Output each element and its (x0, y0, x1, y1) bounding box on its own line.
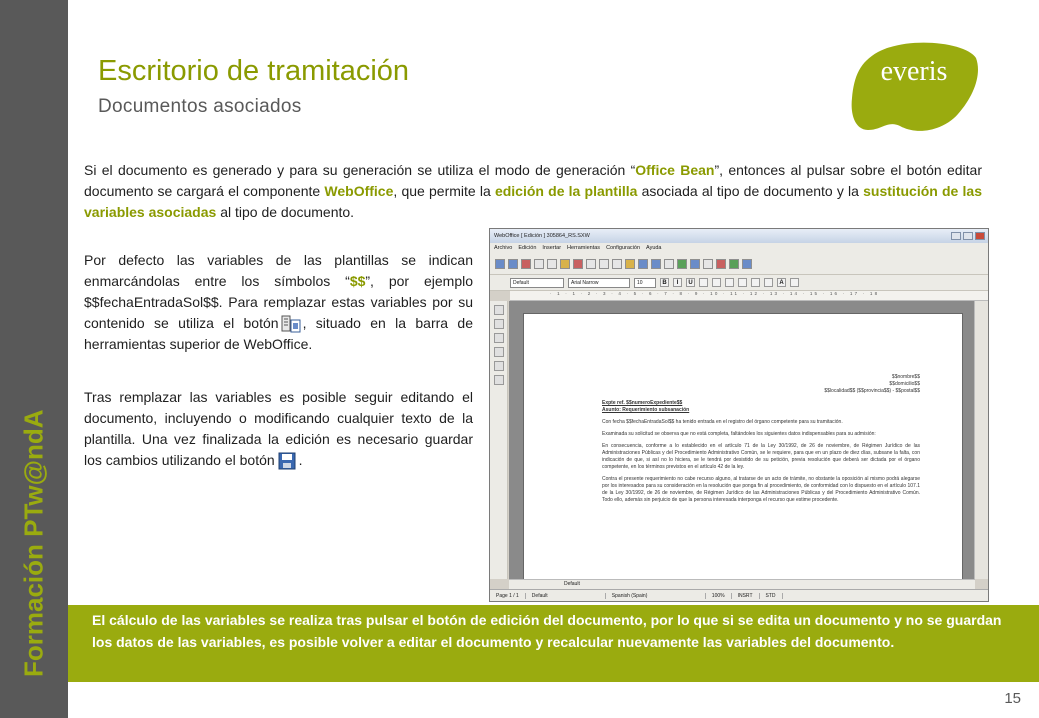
side-tool-icon (494, 375, 504, 385)
sidebar (0, 0, 68, 718)
weboffice-menubar (490, 243, 988, 253)
navigator-icon (677, 259, 687, 269)
menu-edicion: Edición (518, 245, 537, 251)
status-language: Spanish (Spain) (606, 593, 706, 599)
weboffice-format-bar (490, 275, 988, 291)
minimize-icon (951, 232, 961, 240)
vertical-scrollbar (974, 301, 988, 579)
p1-highlight-weboffice: WebOffice (324, 183, 394, 199)
save-doc-icon (508, 259, 518, 269)
cut-icon (586, 259, 596, 269)
p2-text-3: , situado en la barra de herramientas superior de WebOffice. (84, 315, 473, 352)
p1-highlight-office-bean: Office Bean (635, 162, 715, 178)
p2-text-2: ”, por ejemplo $$fechaEntradaSol$$. Para remplazar estas variables por su contenido se utiliza el botón (84, 273, 473, 331)
side-tool-icon (494, 347, 504, 357)
p1-text-3: , que permite la (393, 183, 495, 199)
p1-text-4: asociada al tipo de documento y la (637, 183, 864, 199)
align-center-icon (712, 278, 721, 287)
addr-line-2: $$domicilio$$ (889, 381, 920, 387)
weboffice-titlebar (490, 229, 988, 243)
weboffice-window-title: WebOffice [ Edición ] 305864_RS.SXW (494, 233, 590, 239)
size-select: 10 (634, 278, 656, 288)
format-paint-icon (625, 259, 635, 269)
spellcheck-icon (573, 259, 583, 269)
undo-icon (638, 259, 648, 269)
weboffice-screenshot (489, 228, 989, 602)
document-page (523, 313, 963, 583)
variables-paragraph (84, 250, 473, 355)
side-tool-icon (494, 333, 504, 343)
font-color-icon: A (777, 278, 786, 287)
find-icon (664, 259, 674, 269)
menu-insertar: Insertar (542, 245, 562, 251)
status-style: Default (526, 593, 606, 599)
align-left-icon (699, 278, 708, 287)
status-zoom: 100% (706, 593, 732, 599)
status-page: Page 1 / 1 (490, 593, 526, 599)
p1-text-2: ”, entonces al pulsar sobre el botón editar documento se cargará el componente (84, 162, 982, 199)
doc-expte: Expte ref. $$numeroExpediente$$ (602, 400, 683, 406)
doc-para-3: En consecuencia, conforme a lo establecido en el artículo 71 de la Ley 30/1992, de 26 de noviembre, de Régimen Jurídico de las Administraciones Públicas y del Procedimiento Administrativo Común, se le requiere, para que en un plazo de diez días, subsane la falta, con indicación de que, si así no lo hiciera, se le tendrá por desistido de su petición, previa resolución que deberá ser dictada por el órgano competente, en los términos previstos en el artículo 42 de la ley. (602, 443, 920, 470)
sidebar-label-wrap (14, 409, 54, 708)
side-tool-icon (494, 305, 504, 315)
p3-text-2: . (298, 452, 303, 468)
p2-text-1: Por defecto las variables de las plantillas se indican enmarcándolas entre los símbolos “ (84, 252, 473, 289)
refresh-icon (729, 259, 739, 269)
p1-text-1: Si el documento es generado y para su generación se utiliza el modo de generación “ (84, 162, 636, 178)
pdf-icon (521, 259, 531, 269)
tools-icon (716, 259, 726, 269)
save-icon (277, 452, 297, 470)
p1-highlight-sustitucion: sustitución de las variables asociadas (84, 183, 982, 220)
doc-para-1: Con fecha $$fechaEntradaSol$$ ha tenido entrada en el registro del órgano competente para su tramitación. (602, 419, 843, 425)
copy-icon (599, 259, 609, 269)
page-number: 15 (1004, 690, 1021, 707)
underline-icon: U (686, 278, 695, 287)
align-right-icon (725, 278, 734, 287)
p2-highlight-dollars: $$ (349, 273, 366, 289)
p1-highlight-edicion: edición de la plantilla (494, 183, 638, 199)
font-select: Arial Narrow (568, 278, 630, 288)
replace-variables-icon (281, 315, 301, 333)
doc-para-4: Contra el presente requerimiento no cabe recurso alguno, al tratarse de un acto de trámite, no obstante la oposición al mismo podrá alegarse por los interesados para su consideración en la resolución que ponga fin al procedimiento, de conformidad con lo dispuesto en el artículo 107.1 de la Ley 30/1992, de 26 de noviembre, de Régimen Jurídico de las Administraciones Públicas y del Procedimiento Administrativo Común. Todo ello, además sin perjuicio de que la persona interesada interponga el recurso que estime procedente. (602, 476, 920, 503)
style-select: Default (510, 278, 564, 288)
highlight-icon (790, 278, 799, 287)
help-icon (742, 259, 752, 269)
menu-ayuda: Ayuda (646, 245, 662, 251)
doc-asunto: Asunto: Requerimiento subsanación (602, 407, 690, 413)
italic-icon: I (673, 278, 682, 287)
p3-text-1: Tras remplazar las variables es posible seguir editando el documento, incluyendo o modificando cualquier texto de la plantilla. Una vez finalizada la edición es necesario guardar los cambios utilizando el botón (84, 389, 473, 468)
intro-paragraph (84, 160, 982, 223)
bottom-style-bar: Default (509, 579, 975, 589)
status-std: STD (760, 593, 783, 599)
ruler: · 1 · 1 · 2 · 3 · 4 · 5 · 6 · 7 · 8 · 9 · 10 · 11 · 12 · 13 · 14 · 15 · 16 · 17 · 18 (510, 291, 988, 301)
side-tool-icon (494, 361, 504, 371)
indent-icon (764, 278, 773, 287)
document-area (509, 301, 975, 579)
sidebar-label: Formación PTw@ndA (18, 409, 49, 677)
note-box: El cálculo de las variables se realiza tras pulsar el botón de edición del documento, por lo que si se edita un documento y no se guardan los datos de las variables, es posible volver a editar el documento y recalcular nuevamente las variables del documento. (68, 605, 1039, 682)
addr-line-3: $$localidad$$ ($$provincia$$) - $$postal$$ (824, 388, 920, 394)
bold-icon: B (660, 278, 669, 287)
redo-icon (651, 259, 661, 269)
doc-para-2: Examinada su solicitud se observa que no está completa, faltándoles los siguientes datos indispensables para su admisión: (602, 431, 876, 437)
page-subtitle: Documentos asociados (98, 96, 302, 117)
side-toolbar (490, 301, 508, 579)
side-tool-icon (494, 319, 504, 329)
p1-text-5: al tipo de documento. (216, 204, 355, 220)
weboffice-toolbar (490, 253, 988, 275)
window-controls (951, 232, 988, 240)
status-insert: INSRT (732, 593, 760, 599)
close-icon (975, 232, 985, 240)
paste-icon (612, 259, 622, 269)
logo-text: everis (880, 56, 948, 87)
preview-icon (547, 259, 557, 269)
document-text (602, 374, 920, 504)
page-title: Escritorio de tramitación (98, 55, 410, 87)
variables-icon (690, 259, 700, 269)
edit-icon (560, 259, 570, 269)
menu-herramientas: Herramientas (567, 245, 601, 251)
status-bar (490, 589, 988, 601)
list-icon (751, 278, 760, 287)
maximize-icon (963, 232, 973, 240)
menu-configuracion: Configuración (606, 245, 640, 251)
new-doc-icon (495, 259, 505, 269)
save-paragraph (84, 387, 473, 471)
everis-logo (848, 40, 980, 134)
menu-archivo: Archivo (494, 245, 513, 251)
addr-line-1: $$nombre$$ (891, 374, 920, 380)
justify-icon (738, 278, 747, 287)
print-icon (534, 259, 544, 269)
table-icon (703, 259, 713, 269)
